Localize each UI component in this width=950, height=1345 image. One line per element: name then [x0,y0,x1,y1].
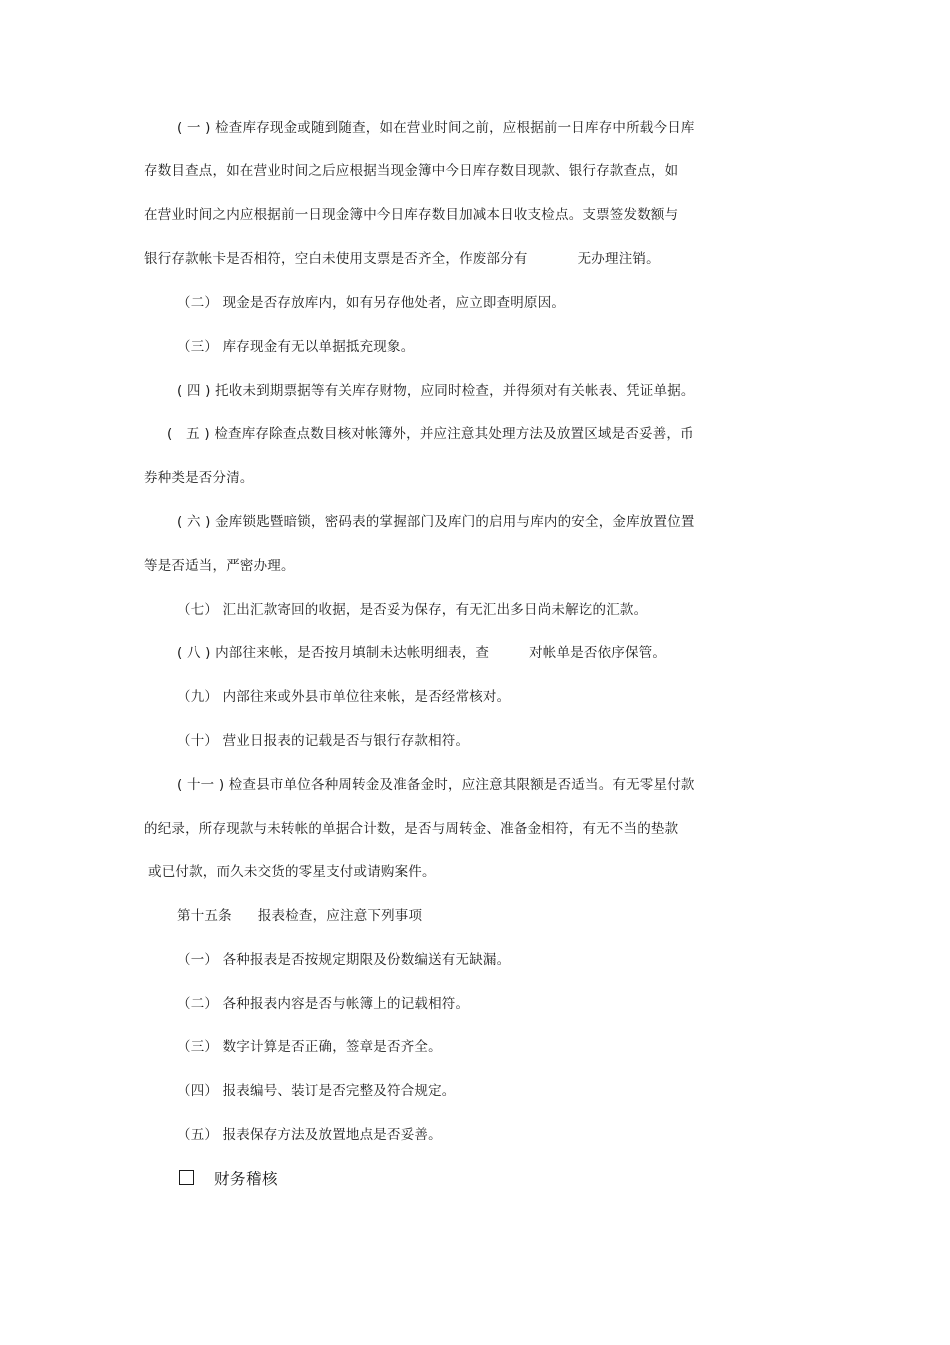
article-title: 报表检查，应注意下列事项 [257,908,423,924]
list-item: （三） 库存现金有无以单据抵充现象。 [177,339,415,355]
line-segment: 对帐单是否依序保管。 [529,645,667,661]
article-number: 第十五条 [177,908,232,924]
paragraph-line: 的纪录，所存现款与未转帐的单据合计数，是否与周转金、准备金相符，有无不当的垫款 [144,821,679,837]
list-item: （一） 各种报表是否按规定期限及份数编送有无缺漏。 [177,952,511,968]
list-item: （四） 报表编号、装订是否完整及符合规定。 [177,1083,456,1099]
checkbox-square-icon [179,1170,194,1185]
list-item: ( 五 ) 检查库存除查点数目核对帐簿外，并应注意其处理方法及放置区域是否妥善，币 [167,426,694,442]
line-segment: 无办理注销。 [577,251,660,267]
list-item: （二） 各种报表内容是否与帐簿上的记载相符。 [177,996,470,1012]
list-item: （九） 内部往来或外县市单位往来帐，是否经常核对。 [177,689,511,705]
article-heading [177,906,422,926]
list-item: （七） 汇出汇款寄回的收据，是否妥为保存，有无汇出多日尚未解讫的汇款。 [177,602,648,618]
list-item: （二） 现金是否存放库内，如有另存他处者，应立即查明原因。 [177,295,566,311]
section-heading [179,1169,278,1189]
list-item: ( 六 ) 金库锁匙暨暗锁，密码表的掌握部门及库门的启用与库内的安全，金库放置位置 [177,514,695,530]
paragraph-line: 券种类是否分清。 [144,470,254,486]
paragraph-line: 或已付款，而久未交货的零星支付或请购案件。 [148,864,436,880]
line-segment: ( 八 ) 内部往来帐，是否按月填制未达帐明细表，查 [177,645,490,661]
list-item [177,643,666,663]
list-item: ( 四 ) 托收未到期票据等有关库存财物，应同时检查，并得须对有关帐表、凭证单据。 [177,383,695,399]
paragraph-line: ( 一 ) 检查库存现金或随到随查，如在营业时间之前，应根据前一日库存中所载今日库 [177,120,695,136]
list-item: ( 十一 ) 检查县市单位各种周转金及准备金时，应注意其限额是否适当。有无零星付款 [177,777,695,793]
line-segment: 银行存款帐卡是否相符，空白未使用支票是否齐全，作废部分有 [144,251,528,267]
paragraph-line: 在营业时间之内应根据前一日现金簿中今日库存数目加减本日收支检点。支票签发数额与 [144,207,679,223]
list-item: （十） 营业日报表的记载是否与银行存款相符。 [177,733,470,749]
paragraph-line: 存数目查点，如在营业时间之后应根据当现金簿中今日库存数目现款、银行存款查点，如 [144,163,679,179]
list-item: （五） 报表保存方法及放置地点是否妥善。 [177,1127,442,1143]
section-title: 财务稽核 [214,1170,279,1188]
paragraph-line [144,249,660,269]
paragraph-line: 等是否适当，严密办理。 [144,558,295,574]
list-item: （三） 数字计算是否正确，签章是否齐全。 [177,1039,442,1055]
